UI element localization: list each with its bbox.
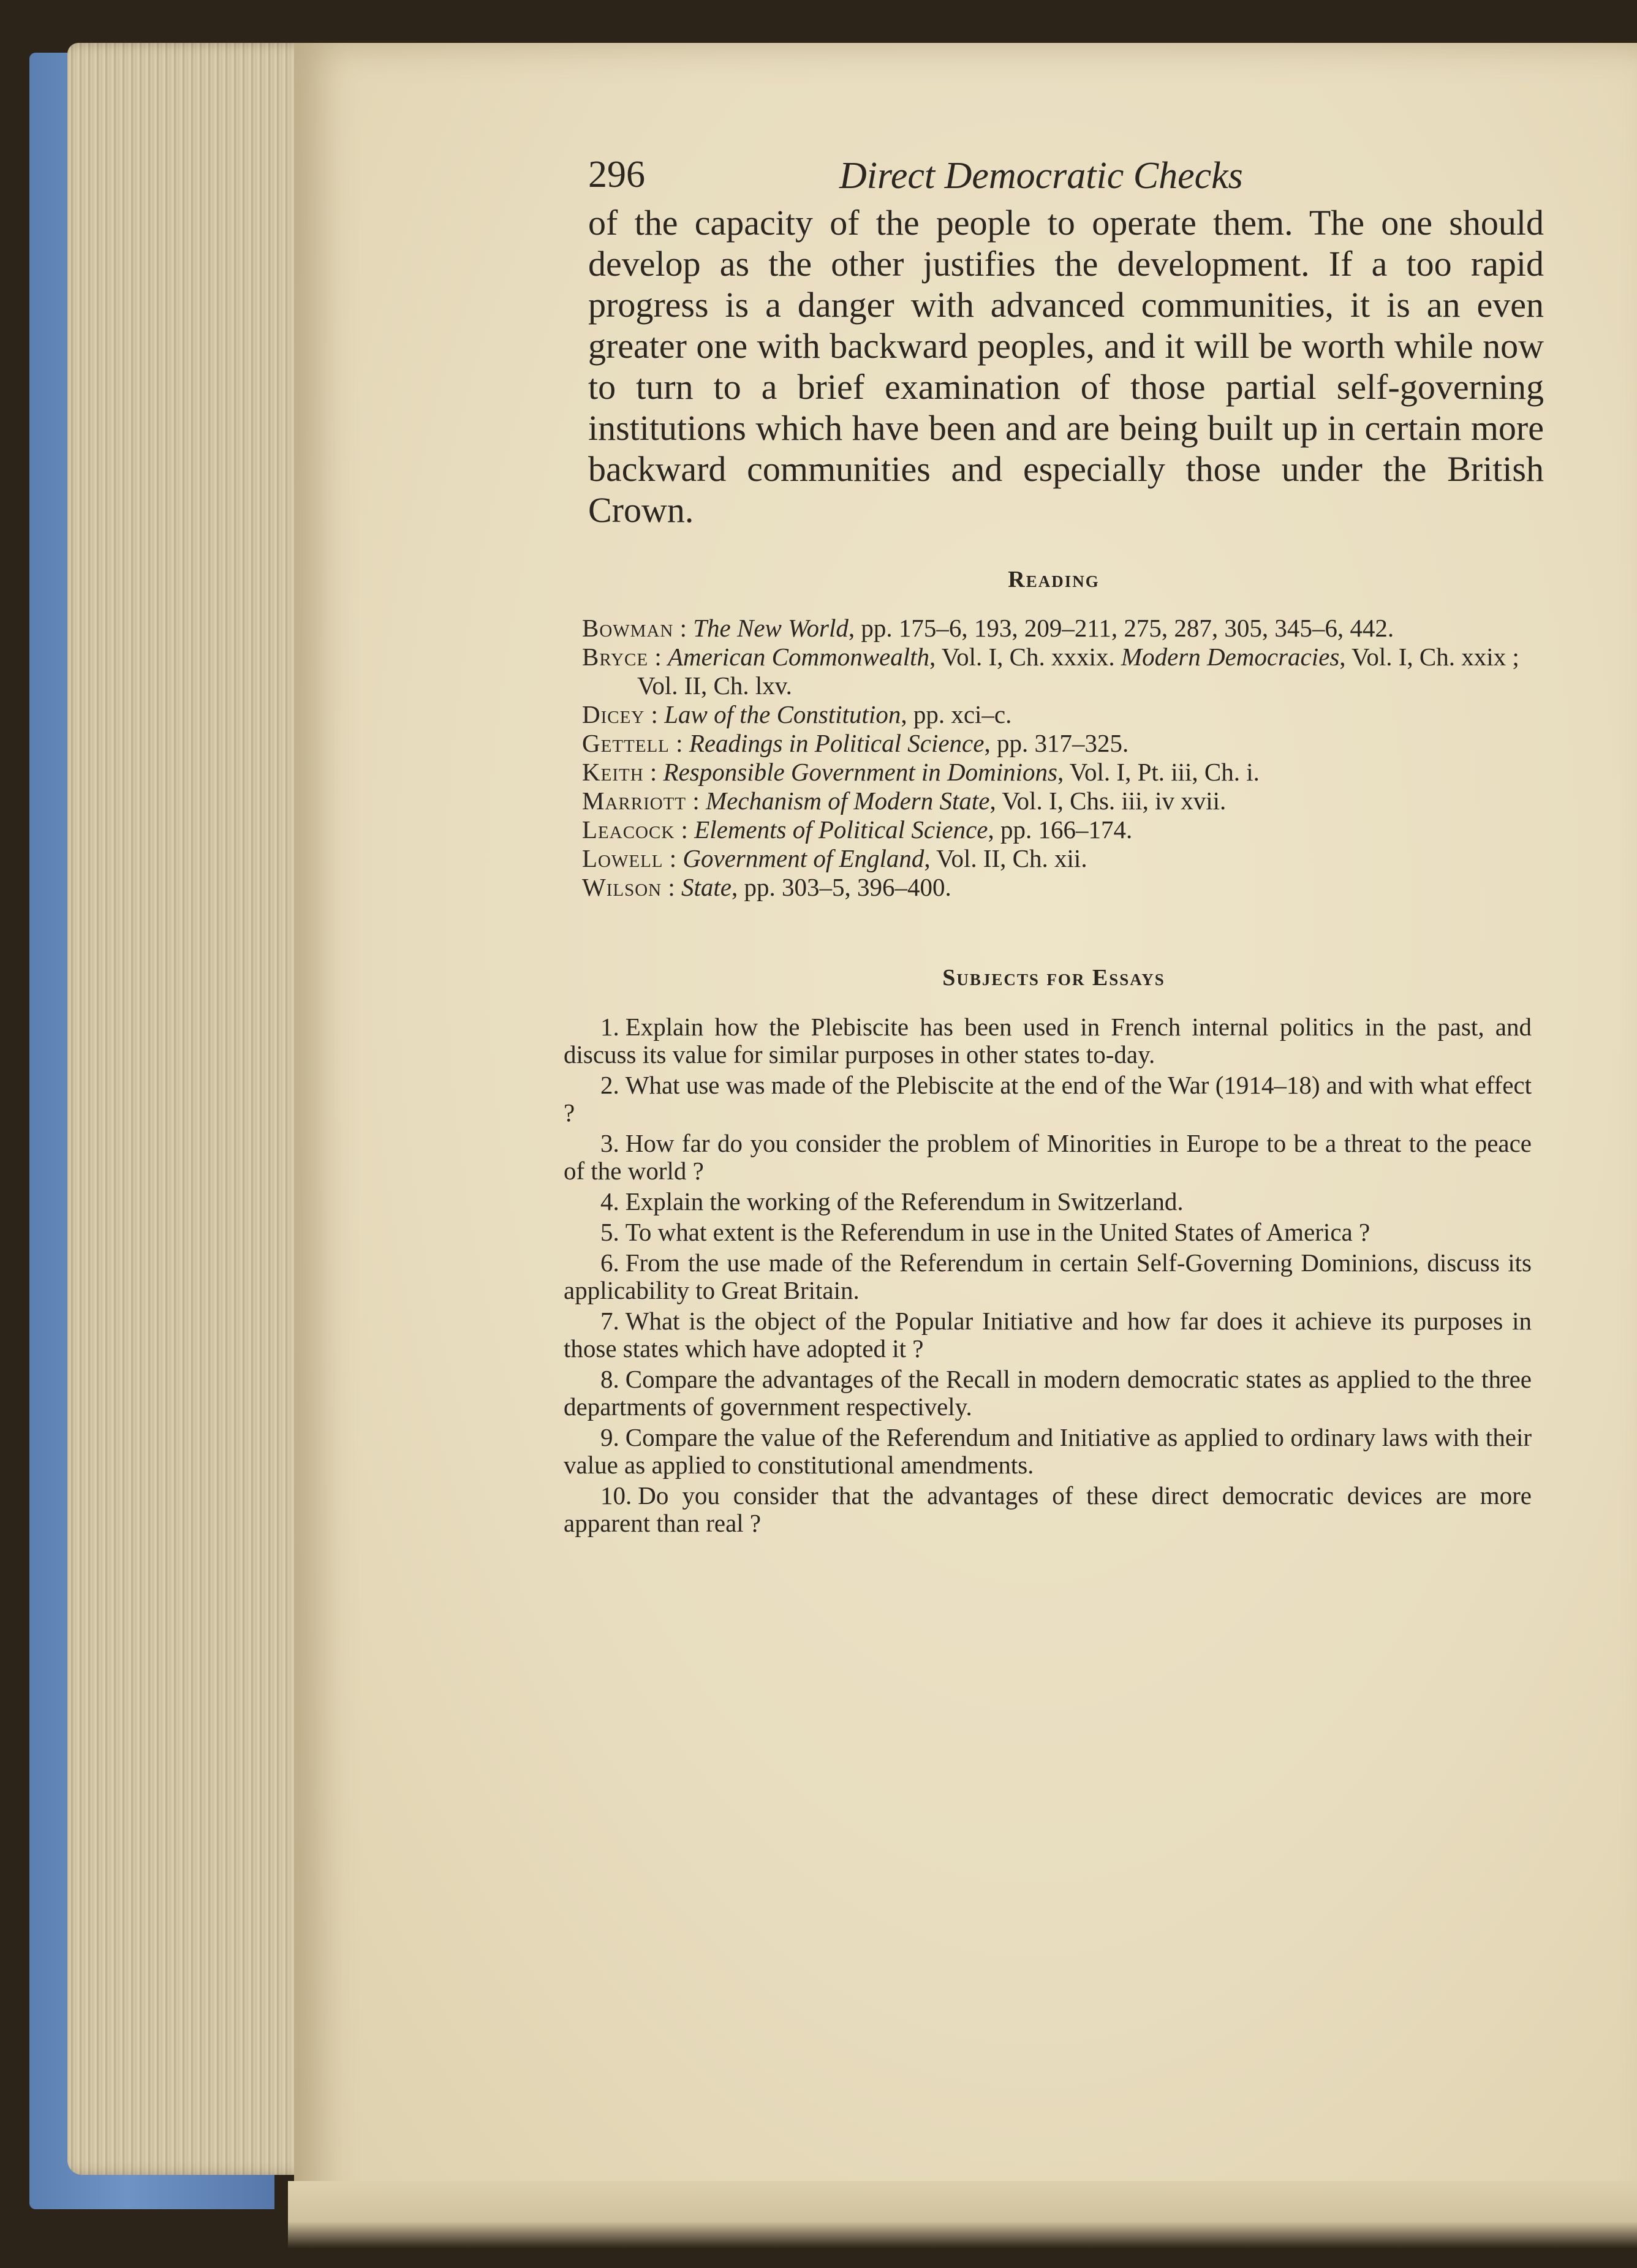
reading-entry: Marriott : Mechanism of Modern State, Vol. I, Chs. iii, iv xvii. — [582, 787, 1227, 815]
reading-entry: Keith : Responsible Government in Dominions, Vol. I, Pt. iii, Ch. i. — [582, 758, 1260, 786]
reading-entry: Bowman : The New World, pp. 175–6, 193, 209–211, 275, 287, 305, 345–6, 442. — [582, 614, 1394, 642]
body-paragraph: of the capacity of the people to operate them. The one should develop as the other justifies the development. If a too rapid progress is a danger with advanced communities, it is an even greater one with backward peoples, and it will be worth while now to turn to a brief examination of those partial self-governing institutions which have been and are being built up in certain more backward communities and especially those under the British Crown. — [588, 203, 1544, 530]
page-edges-stack — [67, 43, 312, 2175]
reading-entry: Bryce : American Commonwealth, Vol. I, Ch. xxxix. Modern Democracies, Vol. I, Ch. xxix ; Vol. II, Ch. lxv. — [582, 643, 1519, 700]
reading-list — [551, 614, 1544, 902]
reading-entry: Gettell : Readings in Political Science, pp. 317–325. — [582, 729, 1129, 757]
essay-item: 7. What is the object of the Popular Initiative and how far does it achieve its purposes in those states which have adopted it ? — [564, 1307, 1532, 1363]
essay-item: 10. Do you consider that the advantages of these direct democratic devices are more apparent than real ? — [564, 1481, 1532, 1537]
running-head — [551, 135, 1556, 202]
essay-item: 1. Explain how the Plebiscite has been used in French internal politics in the past, and discuss its value for similar purposes in other states to-day. — [564, 1013, 1532, 1068]
running-title: Direct Democratic Checks — [839, 155, 1243, 197]
page-number: 296 — [588, 154, 645, 195]
reading-heading: Reading — [1008, 567, 1100, 592]
essay-item: 9. Compare the value of the Referendum and Initiative as applied to ordinary laws with their value as applied to constitutional amendments. — [564, 1423, 1532, 1479]
essay-item: 4. Explain the working of the Referendum in Switzerland. — [600, 1187, 1184, 1215]
essay-item: 3. How far do you consider the problem of Minorities in Europe to be a threat to the peace of the world ? — [564, 1129, 1532, 1185]
reading-entry: Dicey : Law of the Constitution, pp. xci–c. — [582, 700, 1012, 728]
reading-entry: Leacock : Elements of Political Science, pp. 166–174. — [582, 815, 1133, 844]
essay-item: 8. Compare the advantages of the Recall in modern democratic states as applied to the three departments of government respectively. — [564, 1365, 1532, 1421]
essay-list — [551, 1013, 1532, 1537]
reading-entry: Lowell : Government of England, Vol. II, Ch. xii. — [582, 844, 1087, 872]
essay-item: 6. From the use made of the Referendum in certain Self-Governing Dominions, discuss its applicability to Great Britain. — [564, 1249, 1532, 1304]
page-text-block — [551, 135, 1556, 1540]
reading-entry: Wilson : State, pp. 303–5, 396–400. — [582, 873, 951, 901]
essay-item: 2. What use was made of the Plebiscite at the end of the War (1914–18) and with what effect ? — [564, 1071, 1532, 1127]
essay-item: 5. To what extent is the Referendum in use in the United States of America ? — [600, 1218, 1370, 1246]
page-bottom-edge — [288, 2181, 1637, 2248]
essays-heading: Subjects for Essays — [942, 965, 1165, 991]
